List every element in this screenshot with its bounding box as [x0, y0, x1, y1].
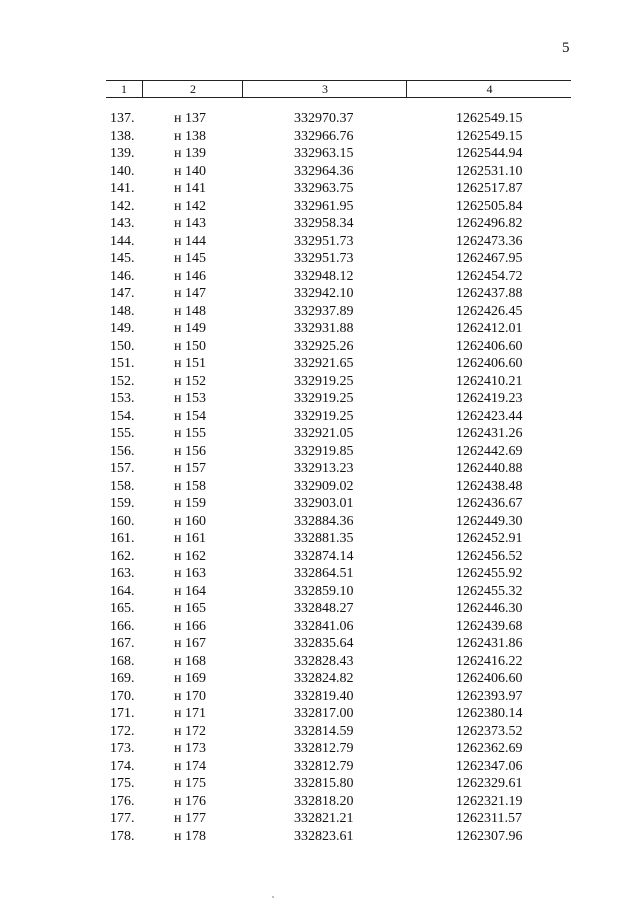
row-number: 175. — [110, 776, 135, 791]
coord-y: 1262321.19 — [456, 793, 523, 809]
point-label: н 152 — [174, 373, 206, 389]
row-number: 172. — [110, 723, 135, 739]
header-col-2: 2 — [142, 81, 243, 97]
row-number: 161. — [110, 531, 135, 546]
coord-y: 1262549.15 — [456, 111, 523, 126]
point-label: н 158 — [174, 478, 206, 494]
coord-x: 332812.79 — [294, 758, 354, 774]
coord-x: 332963.75 — [294, 181, 354, 196]
table-row — [0, 705, 639, 723]
table-row — [0, 670, 639, 688]
table-row — [0, 460, 639, 478]
coord-y: 1262373.52 — [456, 723, 523, 739]
point-label: н 176 — [174, 793, 206, 809]
coord-x: 332921.05 — [294, 426, 354, 441]
coord-y: 1262438.48 — [456, 478, 523, 494]
table-row — [0, 110, 639, 128]
point-label: н 160 — [174, 513, 206, 529]
coord-y: 1262456.52 — [456, 548, 523, 564]
coord-y: 1262452.91 — [456, 531, 523, 546]
coord-y: 1262410.21 — [456, 373, 523, 389]
row-number: 143. — [110, 216, 135, 231]
table-row — [0, 320, 639, 338]
coord-y: 1262505.84 — [456, 198, 523, 214]
coord-x: 332942.10 — [294, 286, 354, 301]
coord-x: 332948.12 — [294, 268, 354, 284]
coord-x: 332903.01 — [294, 496, 354, 511]
coord-x: 332919.25 — [294, 408, 354, 424]
point-label: н 144 — [174, 233, 206, 249]
table-row — [0, 128, 639, 146]
coord-y: 1262455.92 — [456, 566, 523, 581]
coord-y: 1262455.32 — [456, 583, 523, 599]
point-label: н 177 — [174, 811, 206, 826]
table-row — [0, 740, 639, 758]
row-number: 160. — [110, 513, 135, 529]
table-row — [0, 828, 639, 846]
row-number: 154. — [110, 408, 135, 424]
coord-y: 1262412.01 — [456, 321, 523, 336]
table-row — [0, 565, 639, 583]
coord-y: 1262416.22 — [456, 653, 523, 669]
coord-y: 1262437.88 — [456, 286, 523, 301]
row-number: 163. — [110, 566, 135, 581]
point-label: н 154 — [174, 408, 206, 424]
table-row — [0, 495, 639, 513]
point-label: н 143 — [174, 216, 206, 231]
coord-x: 332961.95 — [294, 198, 354, 214]
row-number: 151. — [110, 356, 135, 371]
table-row — [0, 723, 639, 741]
coord-x: 332864.51 — [294, 566, 354, 581]
row-number: 149. — [110, 321, 135, 336]
coord-y: 1262426.45 — [456, 303, 523, 319]
point-label: н 175 — [174, 776, 206, 791]
row-number: 148. — [110, 303, 135, 319]
coord-x: 332881.35 — [294, 531, 354, 546]
row-number: 159. — [110, 496, 135, 511]
point-label: н 148 — [174, 303, 206, 319]
coord-y: 1262446.30 — [456, 601, 523, 616]
header-col-4: 4 — [406, 81, 572, 97]
coord-y: 1262393.97 — [456, 688, 523, 704]
point-label: н 161 — [174, 531, 206, 546]
point-label: н 138 — [174, 128, 206, 144]
row-number: 142. — [110, 198, 135, 214]
point-label: н 155 — [174, 426, 206, 441]
row-number: 153. — [110, 391, 135, 406]
row-number: 155. — [110, 426, 135, 441]
table-row — [0, 758, 639, 776]
coord-x: 332931.88 — [294, 321, 354, 336]
point-label: н 172 — [174, 723, 206, 739]
coord-x: 332817.00 — [294, 706, 354, 721]
row-number: 174. — [110, 758, 135, 774]
row-number: 140. — [110, 163, 135, 179]
coord-x: 332835.64 — [294, 636, 354, 651]
coord-y: 1262362.69 — [456, 741, 523, 756]
coord-x: 332937.89 — [294, 303, 354, 319]
row-number: 137. — [110, 111, 135, 126]
coord-x: 332812.79 — [294, 741, 354, 756]
coord-x: 332970.37 — [294, 111, 354, 126]
point-label: н 156 — [174, 443, 206, 459]
coord-x: 332815.80 — [294, 776, 354, 791]
coord-y: 1262329.61 — [456, 776, 523, 791]
coord-x: 332884.36 — [294, 513, 354, 529]
coord-y: 1262431.86 — [456, 636, 523, 651]
row-number: 167. — [110, 636, 135, 651]
coord-x: 332818.20 — [294, 793, 354, 809]
table-row — [0, 373, 639, 391]
coord-y: 1262440.88 — [456, 461, 523, 476]
table-row — [0, 215, 639, 233]
row-number: 147. — [110, 286, 135, 301]
point-label: н 168 — [174, 653, 206, 669]
coord-x: 332919.25 — [294, 391, 354, 406]
row-number: 162. — [110, 548, 135, 564]
row-number: 139. — [110, 146, 135, 161]
coord-x: 332819.40 — [294, 688, 354, 704]
coord-x: 332964.36 — [294, 163, 354, 179]
coord-x: 332925.26 — [294, 338, 354, 354]
point-label: н 167 — [174, 636, 206, 651]
coord-y: 1262473.36 — [456, 233, 523, 249]
row-number: 169. — [110, 671, 135, 686]
row-number: 171. — [110, 706, 135, 721]
table-row — [0, 688, 639, 706]
coord-y: 1262419.23 — [456, 391, 523, 406]
coord-x: 332919.85 — [294, 443, 354, 459]
row-number: 146. — [110, 268, 135, 284]
coord-x: 332874.14 — [294, 548, 354, 564]
table-row — [0, 653, 639, 671]
coord-y: 1262406.60 — [456, 671, 523, 686]
row-number: 166. — [110, 618, 135, 634]
coord-x: 332814.59 — [294, 723, 354, 739]
table-row — [0, 250, 639, 268]
coord-x: 332824.82 — [294, 671, 354, 686]
coord-x: 332859.10 — [294, 583, 354, 599]
table-row — [0, 478, 639, 496]
coord-y: 1262347.06 — [456, 758, 523, 774]
coord-y: 1262496.82 — [456, 216, 523, 231]
coordinate-table-body — [0, 110, 639, 845]
point-label: н 173 — [174, 741, 206, 756]
coord-y: 1262439.68 — [456, 618, 523, 634]
point-label: н 149 — [174, 321, 206, 336]
table-row — [0, 338, 639, 356]
coord-y: 1262431.26 — [456, 426, 523, 441]
row-number: 176. — [110, 793, 135, 809]
point-label: н 169 — [174, 671, 206, 686]
point-label: н 178 — [174, 828, 206, 844]
table-row — [0, 425, 639, 443]
table-row — [0, 618, 639, 636]
row-number: 165. — [110, 601, 135, 616]
table-row — [0, 268, 639, 286]
point-label: н 163 — [174, 566, 206, 581]
point-label: н 151 — [174, 356, 206, 371]
point-label: н 174 — [174, 758, 206, 774]
point-label: н 171 — [174, 706, 206, 721]
row-number: 157. — [110, 461, 135, 476]
coord-y: 1262467.95 — [456, 251, 523, 266]
table-row — [0, 145, 639, 163]
coord-x: 332821.21 — [294, 811, 354, 826]
header-col-1: 1 — [121, 82, 127, 96]
point-label: н 157 — [174, 461, 206, 476]
coord-y: 1262517.87 — [456, 181, 523, 196]
coord-x: 332828.43 — [294, 653, 354, 669]
row-number: 145. — [110, 251, 135, 266]
table-row — [0, 775, 639, 793]
table-header — [106, 80, 571, 98]
point-label: н 165 — [174, 601, 206, 616]
coord-x: 332848.27 — [294, 601, 354, 616]
row-number: 164. — [110, 583, 135, 599]
row-number: 177. — [110, 811, 135, 826]
scan-mark — [272, 896, 274, 898]
coord-y: 1262549.15 — [456, 128, 523, 144]
row-number: 138. — [110, 128, 135, 144]
coord-x: 332951.73 — [294, 233, 354, 249]
row-number: 141. — [110, 181, 135, 196]
coord-x: 332963.15 — [294, 146, 354, 161]
point-label: н 146 — [174, 268, 206, 284]
coord-x: 332921.65 — [294, 356, 354, 371]
point-label: н 150 — [174, 338, 206, 354]
coord-y: 1262436.67 — [456, 496, 523, 511]
point-label: н 139 — [174, 146, 206, 161]
row-number: 173. — [110, 741, 135, 756]
row-number: 178. — [110, 828, 135, 844]
table-row — [0, 163, 639, 181]
point-label: н 141 — [174, 181, 206, 196]
coord-x: 332958.34 — [294, 216, 354, 231]
page-number: 5 — [562, 40, 570, 56]
coord-y: 1262423.44 — [456, 408, 523, 424]
table-row — [0, 303, 639, 321]
point-label: н 170 — [174, 688, 206, 704]
row-number: 170. — [110, 688, 135, 704]
row-number: 168. — [110, 653, 135, 669]
point-label: н 166 — [174, 618, 206, 634]
point-label: н 147 — [174, 286, 206, 301]
table-row — [0, 530, 639, 548]
table-row — [0, 793, 639, 811]
table-row — [0, 198, 639, 216]
point-label: н 145 — [174, 251, 206, 266]
table-row — [0, 583, 639, 601]
point-label: н 162 — [174, 548, 206, 564]
coord-y: 1262406.60 — [456, 338, 523, 354]
table-row — [0, 285, 639, 303]
header-col-3: 3 — [242, 81, 407, 97]
coord-x: 332951.73 — [294, 251, 354, 266]
table-row — [0, 355, 639, 373]
point-label: н 140 — [174, 163, 206, 179]
coord-x: 332966.76 — [294, 128, 354, 144]
coord-x: 332823.61 — [294, 828, 354, 844]
table-row — [0, 513, 639, 531]
coord-y: 1262380.14 — [456, 706, 523, 721]
row-number: 144. — [110, 233, 135, 249]
table-row — [0, 180, 639, 198]
coord-y: 1262454.72 — [456, 268, 523, 284]
coord-y: 1262442.69 — [456, 443, 523, 459]
table-row — [0, 233, 639, 251]
table-row — [0, 600, 639, 618]
coord-x: 332909.02 — [294, 478, 354, 494]
point-label: н 142 — [174, 198, 206, 214]
point-label: н 137 — [174, 111, 206, 126]
coord-x: 332913.23 — [294, 461, 354, 476]
table-row — [0, 635, 639, 653]
table-row — [0, 548, 639, 566]
table-row — [0, 408, 639, 426]
coord-y: 1262311.57 — [456, 811, 522, 826]
point-label: н 164 — [174, 583, 206, 599]
point-label: н 159 — [174, 496, 206, 511]
coord-y: 1262531.10 — [456, 163, 523, 179]
coord-x: 332841.06 — [294, 618, 354, 634]
table-row — [0, 390, 639, 408]
row-number: 158. — [110, 478, 135, 494]
coord-y: 1262307.96 — [456, 828, 523, 844]
table-row — [0, 810, 639, 828]
coord-y: 1262449.30 — [456, 513, 523, 529]
table-row — [0, 443, 639, 461]
point-label: н 153 — [174, 391, 206, 406]
row-number: 152. — [110, 373, 135, 389]
coord-x: 332919.25 — [294, 373, 354, 389]
row-number: 150. — [110, 338, 135, 354]
coord-y: 1262406.60 — [456, 356, 523, 371]
row-number: 156. — [110, 443, 135, 459]
coord-y: 1262544.94 — [456, 146, 523, 161]
